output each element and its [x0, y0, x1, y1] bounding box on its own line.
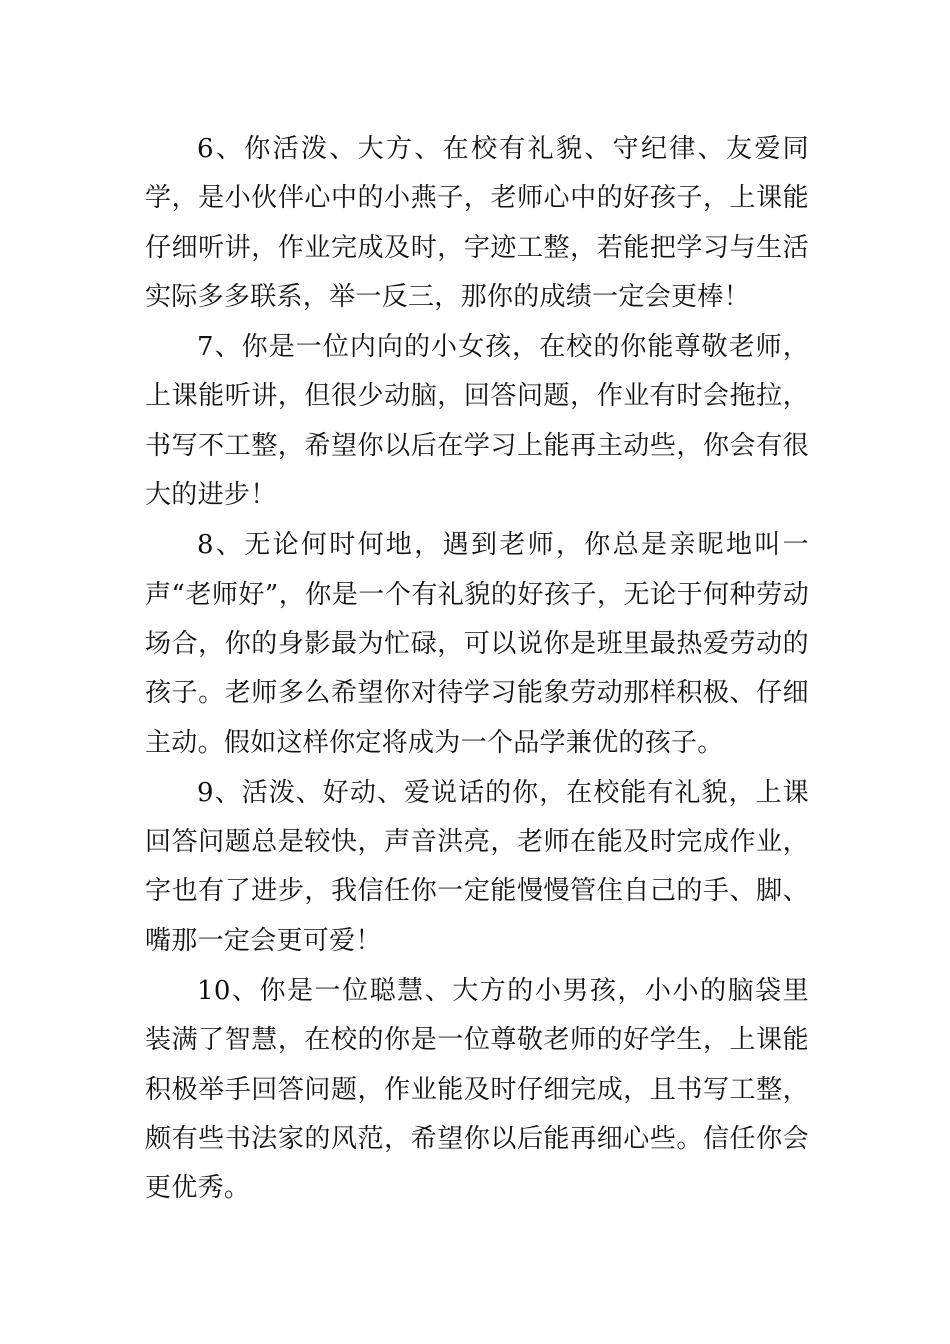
document-body [145, 125, 809, 1215]
paragraph-6: 6、你活泼、大方、在校有礼貌、守纪律、友爱同学，是小伙伴心中的小燕子，老师心中的好孩子，上课能仔细听讲，作业完成及时，字迹工整，若能把学习与生活实际多多联系，举一反三，那你的成绩一定会更棒！ [145, 134, 809, 312]
paragraph-9: 9、活泼、好动、爱说话的你，在校能有礼貌，上课回答问题总是较快，声音洪亮，老师在能及时完成作业，字也有了进步，我信任你一定能慢慢管住自己的手、脚、嘴那一定会更可爱！ [145, 777, 809, 956]
paragraph-8: 8、无论何时何地，遇到老师，你总是亲昵地叫一声“老师好”，你是一个有礼貌的好孩子，无论于何种劳动场合，你的身影最为忙碌，可以说你是班里最热爱劳动的孩子。老师多么希望你对待学习能象劳动那样积极、仔细主动。假如这样你定将成为一个品学兼优的孩子。 [145, 530, 809, 758]
paragraph-7: 7、你是一位内向的小女孩，在校的你能尊敬老师，上课能听讲，但很少动脑，回答问题，作业有时会拖拉，书写不工整，希望你以后在学习上能再主动些，你会有很大的进步！ [145, 332, 809, 511]
paragraph-10: 10、你是一位聪慧、大方的小男孩，小小的脑袋里装满了智慧，在校的你是一位尊敬老师的好学生，上课能积极举手回答问题，作业能及时仔细完成，且书写工整，颇有些书法家的风范，希望你以后能再细心些。信任你会更优秀。 [145, 976, 809, 1204]
